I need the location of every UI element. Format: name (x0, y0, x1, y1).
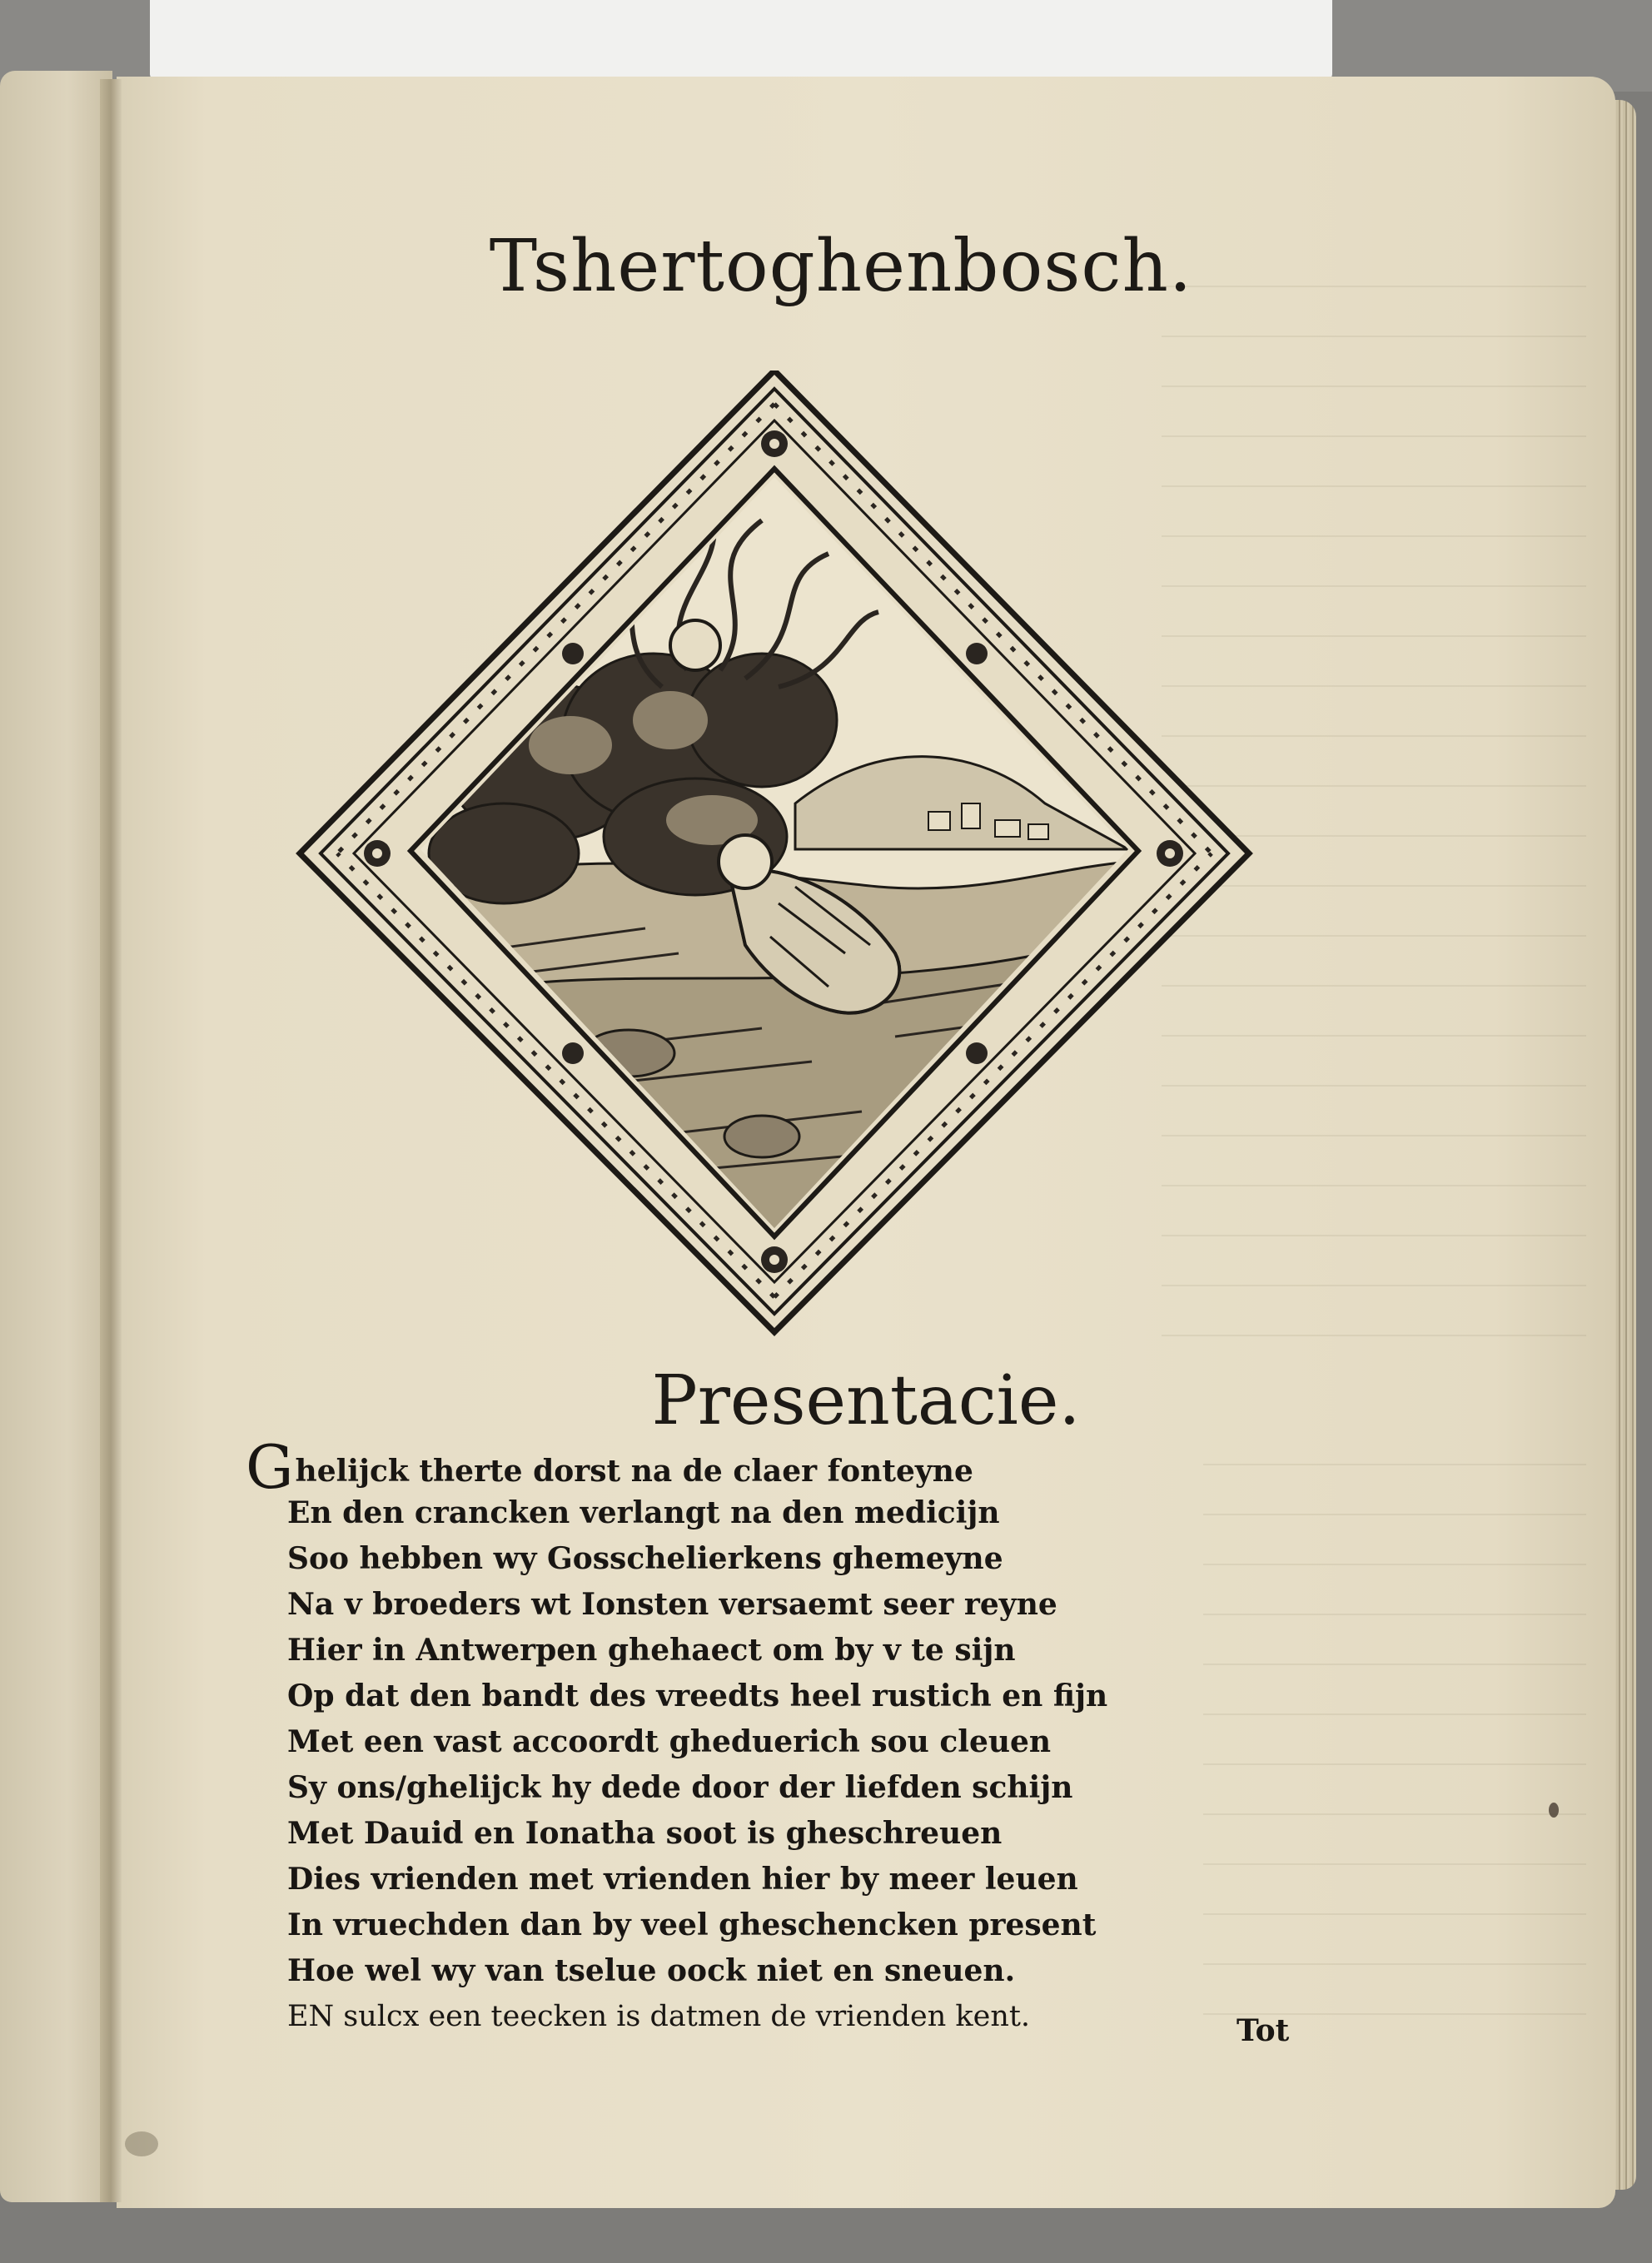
poem-line: Dies vrienden met vrienden hier by meer leuen (287, 1862, 1078, 1897)
poem-last-line: EN sulcx een teecken is datmen de vrienden kent. (287, 2000, 1031, 2033)
diamond-woodcut-sleeping-figure-icon (296, 371, 1253, 1336)
poem-line: Met Dauid en Ionatha soot is gheschreuen (287, 1816, 1003, 1851)
catchword: Tot (1237, 2013, 1290, 2048)
page-title: Tshertoghenbosch. (489, 225, 1193, 308)
poem-line: Met een vast accoordt gheduerich sou cleuen (287, 1724, 1052, 1759)
poem-block (246, 1432, 1286, 2040)
poem-line: En den crancken verlangt na den medicijn (287, 1495, 1000, 1530)
drop-cap: G (246, 1432, 294, 1502)
poem-line-1 (246, 1432, 1286, 1502)
stain (125, 2131, 158, 2156)
section-title: Presentacie. (651, 1361, 1081, 1440)
scan-card (150, 0, 1332, 79)
book-gutter (100, 79, 122, 2202)
poem-line: Sy ons/ghelijck hy dede door der liefden schijn (287, 1770, 1073, 1805)
poem-line: Hoe wel wy van tselue oock niet en sneuen. (287, 1953, 1016, 1988)
poem-line: In vruechden dan by veel gheschencken present (287, 1907, 1097, 1942)
poem-line: Na v broeders wt Ionsten versaemt seer reyne (287, 1587, 1057, 1622)
left-page-edge (0, 71, 112, 2202)
poem-line: Op dat den bandt des vreedts heel rustich en fijn (287, 1679, 1108, 1713)
poem-line-text: helijck therte dorst na de claer fonteyne (295, 1454, 973, 1489)
poem-line: Hier in Antwerpen ghehaect om by v te sijn (287, 1633, 1016, 1668)
ink-spot (1549, 1803, 1559, 1818)
poem-line: Soo hebben wy Gosschelierkens ghemeyne (287, 1541, 1003, 1576)
